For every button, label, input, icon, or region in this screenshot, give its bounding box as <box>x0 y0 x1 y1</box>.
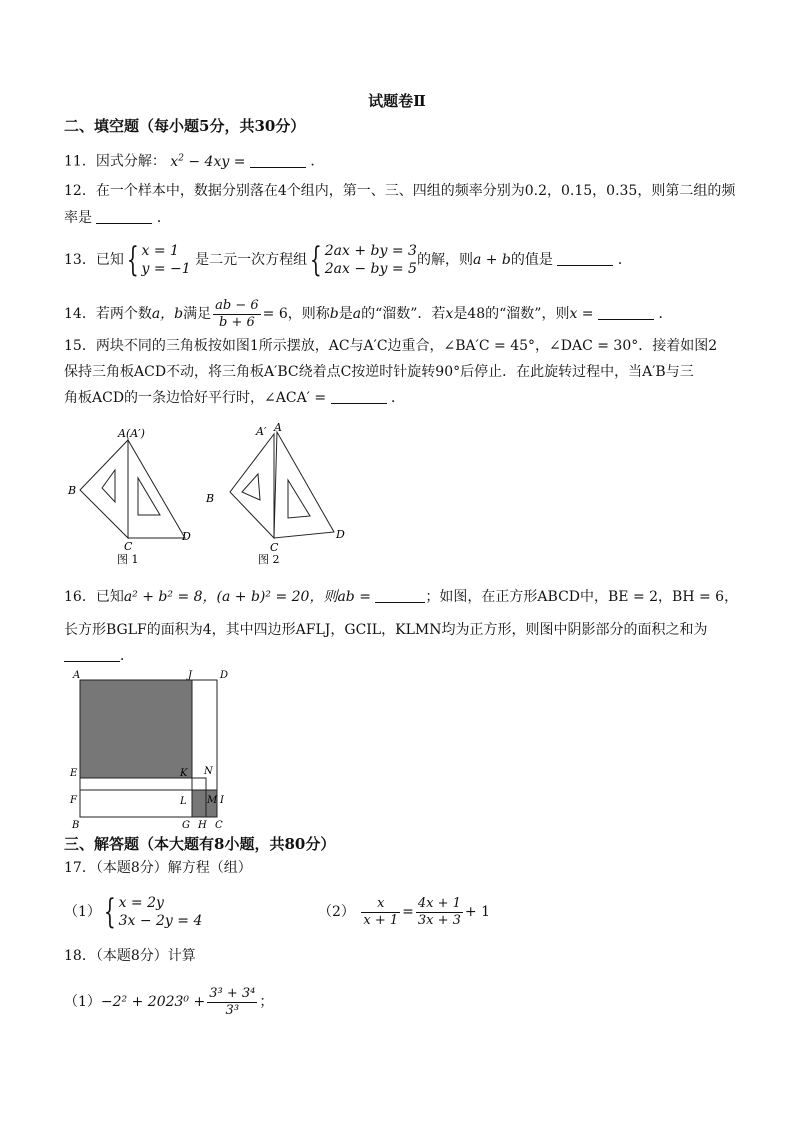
fig2-label-b: B <box>206 492 215 505</box>
section2-heading: 二、填空题（每小题5分，共30分） <box>64 117 306 135</box>
q13-middle: 是二元一次方程组 <box>195 252 308 268</box>
fig3-label-g: G <box>182 820 190 831</box>
fig1-triangle-acd <box>128 440 185 538</box>
q14-answer-blank[interactable] <box>598 305 654 320</box>
q14-fraction: $\frac{ab - 6}{b + 6}$ <box>215 297 259 330</box>
q18-part1 <box>64 980 273 1024</box>
fig3-label-e: E <box>70 768 78 779</box>
q13-brace-2: { <box>309 240 322 280</box>
q15-line2: 保持三角板ACD不动，将三角板A′BC绕着点C按逆时针旋转90°后停止．在此旋转过程中，当A′B与三 <box>64 364 694 380</box>
q13-prefix: 13．已知 <box>64 252 124 268</box>
figure-1 <box>60 420 210 570</box>
q14-is: 是 <box>338 306 353 322</box>
q18-p1-label: （1） <box>64 994 101 1010</box>
q14-of1: 的“溜数”．若 <box>361 306 446 322</box>
q16-line1 <box>64 587 738 607</box>
q16-line1-a: 16．已知 <box>64 589 124 605</box>
q17-p2-label: （2） <box>318 904 355 920</box>
question-11 <box>64 148 324 172</box>
fig2-label-d: D <box>336 528 345 541</box>
q14-x: x <box>445 306 454 322</box>
fig3-shaded-large <box>80 680 192 778</box>
q14-a: a <box>352 306 362 322</box>
q12-line2 <box>64 208 171 228</box>
q12-answer-blank[interactable] <box>96 209 152 224</box>
q11-answer-blank[interactable] <box>250 153 306 168</box>
q17-part2 <box>318 890 490 934</box>
fig3-label-i: I <box>220 795 224 806</box>
fig3-label-f: F <box>70 795 77 806</box>
fig1-label-a: A(A′) <box>118 427 145 440</box>
q15-answer-blank[interactable] <box>331 389 387 404</box>
q18-p1-end: ； <box>259 994 274 1010</box>
fig1-inner-hole-1 <box>102 470 115 502</box>
q14-is48: 是48的“溜数”，则 <box>453 306 570 322</box>
q16-line1-b: ；如图，在正方形ABCD中，BE = 2，BH = 6， <box>425 589 739 605</box>
q11-expression: $x^2 - 4xy$ = <box>170 153 246 170</box>
section3-heading: 三、解答题（本大题有8小题，共80分） <box>64 835 336 853</box>
fig3-label-a: A <box>73 670 81 681</box>
q18-p1-expr: −2² + 2023⁰ + <box>100 994 206 1010</box>
q17-p2-eq: = <box>402 904 414 920</box>
q17-part1 <box>64 890 202 934</box>
fig3-label-n: N <box>204 766 213 777</box>
q13-expr: a + b <box>472 252 511 268</box>
q13-tail: 的值是 <box>510 252 553 268</box>
q13-answer-blank[interactable] <box>557 251 613 266</box>
q11-suffix: ． <box>310 153 325 170</box>
q12-line2-suffix: ． <box>156 210 171 226</box>
fig3-label-h: H <box>198 820 207 831</box>
figure-2 <box>200 420 360 570</box>
fig1-caption: 图 1 <box>117 553 139 566</box>
q14-vars: a，b <box>151 306 184 322</box>
q16-answer-blank-2[interactable] <box>64 647 120 662</box>
q14-xeq: x = <box>569 306 594 322</box>
q16-answer-blank-1[interactable] <box>375 588 425 603</box>
q17-p1-label: （1） <box>64 904 101 920</box>
fig2-inner-hole-2 <box>288 480 310 518</box>
q18-p1-fraction: $\frac{\text{3³ + 3⁴}}{\text{3³}}$ <box>209 985 256 1018</box>
q15-line1: 15．两块不同的三角板按如图1所示摆放，AC与A′C边重合，∠BA′C = 45°，∠DAC = 30°．接着如图2 <box>64 338 718 354</box>
q14-b: b <box>329 306 339 322</box>
q15-line3 <box>64 388 405 408</box>
fig2-label-a-prime: A′ <box>256 425 267 438</box>
q18-title: 18．（本题8分）计算 <box>64 948 196 964</box>
fig2-label-a: A <box>274 421 282 434</box>
q13-system-2: 2ax + by = 3 2ax − by = 5 <box>324 243 417 277</box>
q11-prefix: 11．因式分解： <box>64 153 166 170</box>
question-13 <box>64 240 632 280</box>
fig3-label-j: J <box>188 670 193 681</box>
fig3-label-d: D <box>220 670 229 681</box>
q13-brace-1: { <box>126 240 139 280</box>
fig1-label-c: C <box>124 540 133 553</box>
q17-p1-system: x = 2y 3x − 2y = 4 <box>118 895 203 929</box>
q15-line3-suffix: ． <box>390 390 405 406</box>
fig1-inner-hole-2 <box>138 478 160 515</box>
q17-p2-tail: + 1 <box>464 904 490 920</box>
q13-system-1: x = 1 y = −1 <box>141 243 191 277</box>
q12-line2-prefix: 率是 <box>64 210 92 226</box>
fig1-label-b: B <box>68 484 77 497</box>
fig3-square-klmn <box>192 778 206 790</box>
figure-3 <box>64 668 244 834</box>
fig1-label-d: D <box>182 530 191 543</box>
q14-eq: = 6，则称 <box>262 306 330 322</box>
q14-satisfy: 满足 <box>183 306 212 322</box>
paper-title: 试题卷Ⅱ <box>368 92 426 110</box>
fig3-label-m: M <box>207 795 218 806</box>
fig2-triangle-acd <box>274 432 334 538</box>
fig3-label-c: C <box>215 820 223 831</box>
fig3-label-k: K <box>180 768 188 779</box>
fig2-caption: 图 2 <box>258 553 280 566</box>
q16-line3-suffix: ． <box>120 648 134 664</box>
q13-after: 的解，则 <box>416 252 473 268</box>
q12-line1: 12．在一个样本中，数据分别落在4个组内，第一、三、四组的频率分别为0.2，0.15，0.35，则第二组的频 <box>64 183 736 199</box>
fig3-label-l: L <box>180 796 187 807</box>
q14-end: ． <box>658 306 673 322</box>
q14-prefix: 14．若两个数 <box>64 306 152 322</box>
fig2-inner-hole-1 <box>242 474 260 500</box>
q15-line3-prefix: 角板ACD的一条边恰好平行时，∠ACA′ = <box>64 390 327 406</box>
q17-p2-left-fraction: $\frac{x}{x + 1}$ <box>363 895 399 928</box>
q17-p1-brace: { <box>103 892 116 932</box>
q16-line3 <box>64 646 134 666</box>
fig2-label-c: C <box>270 541 279 554</box>
q16-line2: 长方形BGLF的面积为4，其中四边形AFLJ，GCIL，KLMN均为正方形，则图中阴影部分的面积之和为 <box>64 622 708 638</box>
q17-title: 17．（本题8分）解方程（组） <box>64 860 252 876</box>
q16-expr: a² + b² = 8，(a + b)² = 20，则ab = <box>123 589 371 605</box>
fig3-label-b: B <box>72 820 80 831</box>
q13-end: ． <box>617 252 632 268</box>
q17-p2-right-fraction: $\frac{4x + 1}{3x + 3}$ <box>417 895 461 928</box>
fig1-triangle-abc <box>80 440 128 538</box>
fig2-triangle-apbc <box>230 434 274 538</box>
question-14 <box>64 294 672 334</box>
